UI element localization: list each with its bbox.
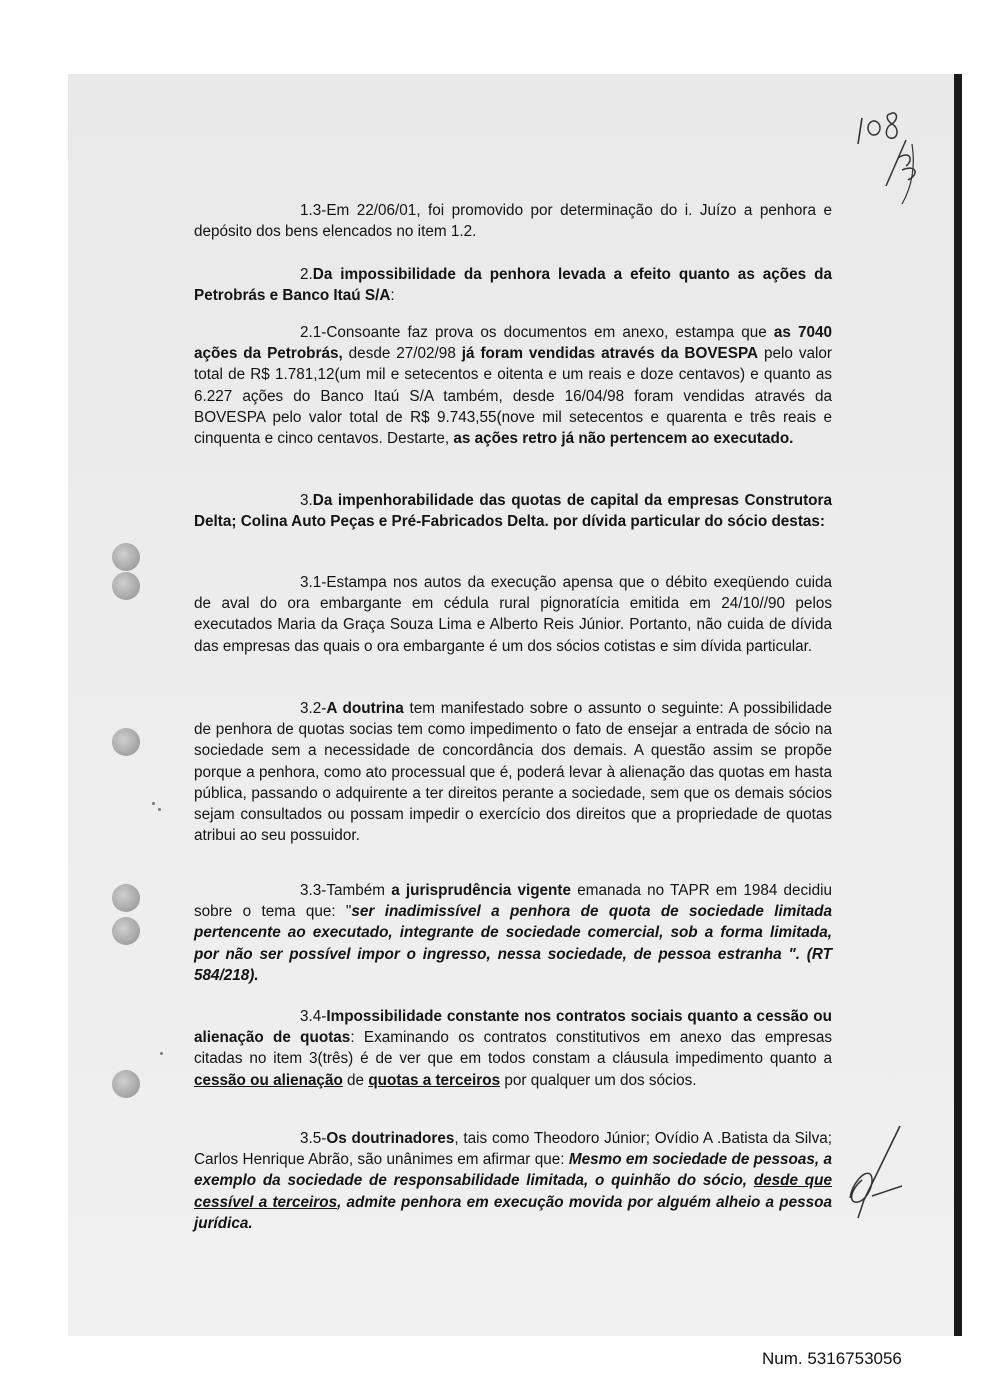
paragraph-3-2: 3.2-A doutrina tem manifestado sobre o assunto o seguinte: A possibilidade de penhora de quotas socias tem como impedimento o fato de ensejar a entrada de sócio na sociedade sem a necessidade de concordância dos demais. A questão assim se propõe porque a penhora, como ato processual que é, poderá levar à alienação das quotas em hasta pública, passando o adquirente a ter direitos perante a sociedade, sem que os demais sócios sejam consultados ou possam impedir o exercício dos direitos que a propriedade de quotas atribui ao seu possuidor. (194, 700, 832, 845)
paragraph-3-1: 3.1-Estampa nos autos da execução apensa que o débito exeqüendo cuida de aval do ora embargante em cédula rural pignoratícia emitida em 24/10//90 pelos executados Maria da Graça Souza Lima e Alberto Reis Júnior. Portanto, não cuida de dívida das empresas das quais o ora embargante é um dos sócios cotistas e sim dívida particular. (194, 574, 832, 655)
handwritten-signature (840, 1120, 910, 1230)
punch-hole (112, 572, 140, 600)
punch-hole (112, 728, 140, 756)
paragraph-2-1: 2.1-Consoante faz prova os documentos em anexo, estampa que as 7040 ações da Petrobrás, desde 27/02/98 já foram vendidas através da BOVESPA pelo valor total de R$ 1.781,12(um mil e setecentos e oitenta e um reais e doze centavos) e quanto as 6.227 ações do Banco Itaú S/A também, desde 16/04/98 foram vendidas através da BOVESPA pelo valor total de R$ 9.743,55(nove mil setecentos e quarenta e três reais e cinquenta e cinco centavos. Destarte, as ações retro já não pertencem ao executado. (194, 324, 833, 448)
section-heading-2: 2.Da impossibilidade da penhora levada a efeito quanto as ações da Petrobrás e Banco Itaú S/A: (194, 266, 832, 305)
punch-hole (112, 1070, 140, 1098)
page-edge (954, 74, 962, 1336)
document-number: Num. 5316753056 (762, 1349, 902, 1368)
speck (152, 802, 155, 805)
speck (160, 1052, 163, 1055)
section-heading-3: 3.Da impenhorabilidade das quotas de capital da empresas Construtora Delta; Colina Auto Peças e Pré-Fabricados Delta. por dívida particular do sócio destas: (194, 492, 832, 531)
punch-hole (112, 884, 140, 912)
speck (158, 808, 161, 811)
handwritten-folio-number (850, 100, 930, 210)
paragraph-3-3: 3.3-Também a jurisprudência vigente emanada no TAPR em 1984 decidiu sobre o tema que: "ser inadimissível a penhora de quota de sociedade limitada pertencente ao executado, integrante de sociedade comercial, sob a forma limitada, por não ser possível impor o ingresso, nessa sociedade, de pessoa estranha ". (RT 584/218). (194, 882, 832, 984)
paragraph-3-4: 3.4-Impossibilidade constante nos contratos sociais quanto a cessão ou alienação de quotas: Examinando os contratos constitutivos em anexo das empresas citadas no item 3(três) é de ver que em todos constam a cláusula impedimento quanto a cessão ou alienação de quotas a terceiros por qualquer um dos sócios. (194, 1008, 833, 1089)
punch-hole (112, 917, 140, 945)
paragraph-1-3: 1.3-Em 22/06/01, foi promovido por determinação do i. Juízo a penhora e depósito dos bens elencados no item 1.2. (194, 202, 832, 241)
paragraph-3-5: 3.5-Os doutrinadores, tais como Theodoro Júnior; Ovídio A .Batista da Silva; Carlos Henrique Abrão, são unânimes em afirmar que: Mesmo em sociedade de pessoas, a exemplo da sociedade de responsabilidade limitada, o quinhão do sócio, desde que cessível a terceiros, admite penhora em execução movida por alguém alheio a pessoa jurídica. (194, 1130, 833, 1232)
punch-hole (112, 543, 140, 571)
